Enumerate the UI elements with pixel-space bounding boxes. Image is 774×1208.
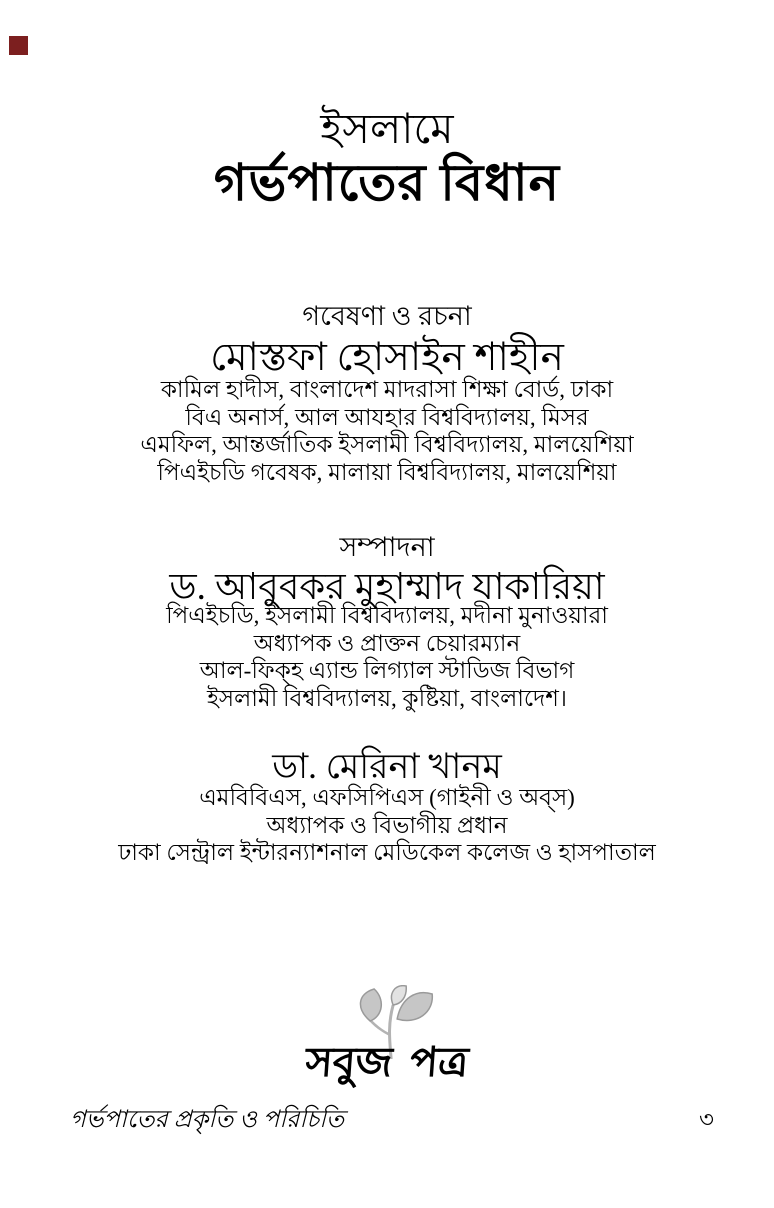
- editor-credentials: [0, 602, 774, 712]
- second-editor-credential-line: ঢাকা সেন্ট্রাল ইন্টারন্যাশনাল মেডিকেল কলেজ ও হাসপাতাল: [118, 840, 656, 865]
- second-editor-credential-line: এমবিবিএস, এফসিপিএস (গাইনী ও অব্‌স): [199, 785, 575, 810]
- editor-credential-line: ইসলামী বিশ্ববিদ্যালয়, কুষ্টিয়া, বাংলাদেশ।: [206, 685, 568, 711]
- editor-credential-line: অধ্যাপক ও প্রাক্তন চেয়ারম্যান: [253, 630, 521, 656]
- author-credential-line: কামিল হাদীস, বাংলাদেশ মাদরাসা শিক্ষা বোর্ড, ঢাকা: [160, 377, 614, 402]
- book-title-prefix: ইসলামে: [320, 107, 454, 153]
- author-name: মোস্তফা হোসাইন শাহীন: [210, 336, 564, 379]
- second-editor-credentials: [0, 784, 774, 867]
- publisher-wordmark-right: পত্র: [408, 1039, 470, 1085]
- second-editor-name: ডা. মেরিনা খানম: [272, 747, 502, 786]
- second-editor-credential-line: অধ্যাপক ও বিভাগীয় প্রধান: [266, 812, 508, 838]
- editor-credential-line: পিএইচডি, ইসলামী বিশ্ববিদ্যালয়, মদীনা মুনাওয়ারা: [166, 603, 608, 628]
- publisher-wordmark-left: সবুজ: [304, 1039, 394, 1085]
- page-number: ৩: [699, 1107, 714, 1132]
- book-title-main: গর্ভপাতের বিধান: [213, 156, 561, 212]
- editor-credential-line: আল-ফিক্‌হ এ্যান্ড লিগ্যাল স্টাডিজ বিভাগ: [199, 658, 575, 683]
- editor-name: ড. আবুবকর মুহাম্মাদ যাকারিয়া: [169, 567, 605, 608]
- author-credential-line: বিএ অনার্স, আল আযহার বিশ্ববিদ্যালয়, মিসর: [185, 404, 589, 430]
- research-section-label: গবেষণা ও রচনা: [302, 301, 472, 331]
- author-credential-line: পিএইচডি গবেষক, মালায়া বিশ্ববিদ্যালয়, মালয়েশিয়া: [157, 459, 617, 485]
- running-title: গর্ভপাতের প্রকৃতি ও পরিচিতি: [70, 1107, 345, 1133]
- author-credential-line: এমফিল, আন্তর্জাতিক ইসলামী বিশ্ববিদ্যালয়, মালয়েশিয়া: [140, 432, 634, 457]
- editing-section-label: সম্পাদনা: [339, 532, 435, 562]
- author-credentials: [0, 376, 774, 486]
- corner-scan-mark: [9, 36, 28, 55]
- page-footer: [0, 1101, 774, 1141]
- publisher-wordmark: [291, 1039, 484, 1085]
- publisher-logo: [0, 985, 774, 1085]
